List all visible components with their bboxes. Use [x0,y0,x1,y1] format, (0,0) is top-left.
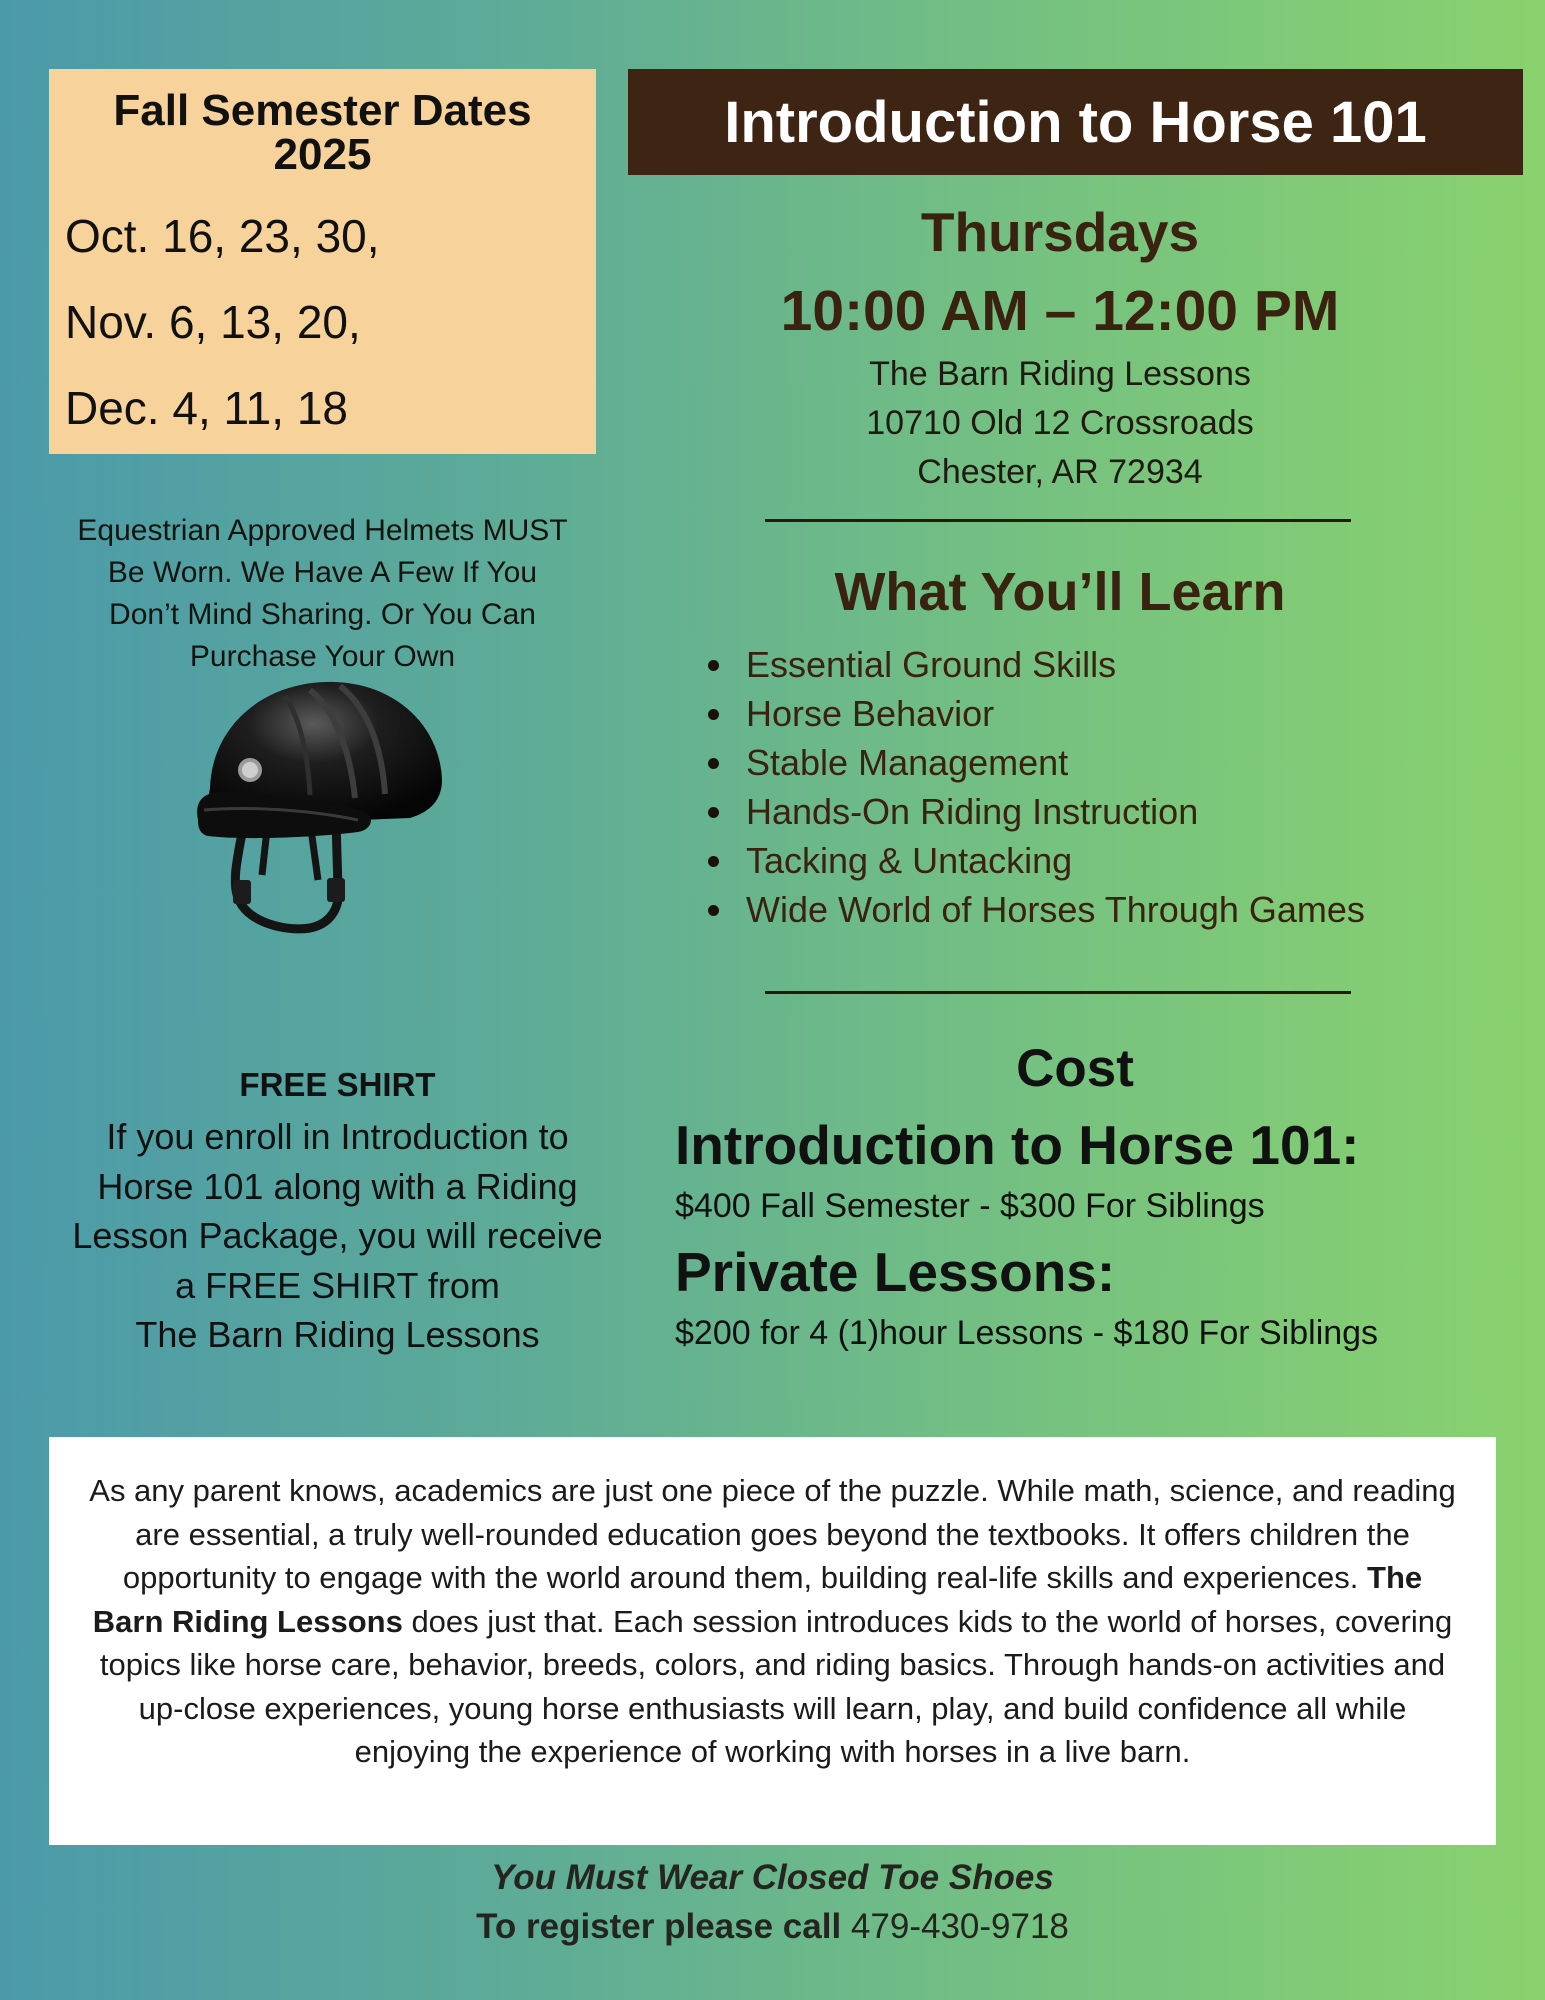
bullet-icon [708,856,719,867]
about-box [49,1437,1496,1845]
learn-item [706,738,1365,787]
learn-list [706,640,1365,934]
semester-dates-title-line1: Fall Semester Dates [113,86,532,135]
intro-course-price: $400 Fall Semester - $300 For Siblings [675,1187,1265,1225]
course-title: Introduction to Horse 101 [724,89,1427,155]
about-text-intro: As any parent knows, academics are just one piece of the puzzle. While math, science, and reading are essential, a truly well-rounded education goes beyond the textbooks. It offers children the opportunity to engage with the world around them, building real-life skills and experiences. [89,1473,1456,1595]
about-text-business-name: The Barn Riding Lessons [92,1560,1423,1639]
learn-item [706,885,1365,934]
semester-dates-title [49,86,596,179]
bullet-icon [708,709,719,720]
free-shirt-title: FREE SHIRT [239,1066,436,1103]
bullet-icon [708,660,719,671]
riding-helmet-icon [190,670,460,970]
private-lessons-price: $200 for 4 (1)hour Lessons - $180 For Siblings [675,1314,1379,1352]
date-line-dec: Dec. 4, 11, 18 [65,382,348,434]
course-time: 10:00 AM – 12:00 PM [780,279,1340,343]
helmet-note-line: Don’t Mind Sharing. Or You Can [109,598,536,631]
learn-item [706,787,1365,836]
course-title-bar [628,69,1523,175]
helmet-note-line: Equestrian Approved Helmets MUST [77,514,568,547]
learn-item-label: Hands-On Riding Instruction [746,791,1199,832]
learn-item-label: Tacking & Untacking [746,840,1073,881]
free-shirt-line: The Barn Riding Lessons [135,1314,540,1355]
intro-course-price-title: Introduction to Horse 101: [675,1114,1360,1176]
date-line-nov: Nov. 6, 13, 20, [65,296,361,348]
free-shirt-line: Lesson Package, you will receive [72,1215,603,1256]
free-shirt-line: If you enroll in Introduction to [106,1116,569,1157]
course-day: Thursdays [920,201,1200,263]
learn-title: What You’ll Learn [834,562,1286,622]
address-line-2: 10710 Old 12 Crossroads [866,404,1254,442]
date-line-oct: Oct. 16, 23, 30, [65,210,380,262]
free-shirt-text [40,1112,635,1360]
divider-top [765,519,1351,522]
free-shirt-line: Horse 101 along with a Riding [97,1165,578,1207]
phone-number: 479-430-9718 [850,1907,1069,1946]
semester-dates-title-line2: 2025 [273,130,372,179]
learn-item-label: Wide World of Horses Through Games [746,889,1365,930]
free-shirt-line: a FREE SHIRT from [175,1264,500,1306]
register-label: To register please call [476,1907,842,1946]
private-lessons-title: Private Lessons: [675,1241,1116,1303]
bullet-icon [708,905,719,916]
bullet-icon [708,807,719,818]
bullet-icon [708,758,719,769]
learn-item [706,836,1365,885]
cost-title: Cost [1016,1039,1134,1098]
closed-toe-shoes-notice: You Must Wear Closed Toe Shoes [491,1858,1054,1897]
helmet-note [40,510,605,678]
address-line-3: Chester, AR 72934 [917,453,1203,491]
helmet-note-line: Be Worn. We Have A Few If You [107,556,538,589]
about-text-body: does just that. Each session introduces kids to the world of horses, covering topics like horse care, behavior, breeds, colors, and riding basics. Through hands-on activities and up-close experiences, young horse enthusiasts will learn, play, and build confidence all while enjoying the experience of working with horses in a live barn. [99,1603,1453,1769]
about-text [89,1469,1456,1774]
semester-dates-box [49,69,596,454]
address-line-1: The Barn Riding Lessons [869,355,1251,393]
register-line [0,1907,1545,1947]
learn-item [706,640,1365,689]
learn-item-label: Horse Behavior [746,693,995,734]
learn-item-label: Essential Ground Skills [746,644,1117,685]
divider-middle [765,991,1351,994]
helmet-note-line: Purchase Your Own [189,640,456,673]
learn-item-label: Stable Management [746,742,1069,783]
learn-item [706,689,1365,738]
